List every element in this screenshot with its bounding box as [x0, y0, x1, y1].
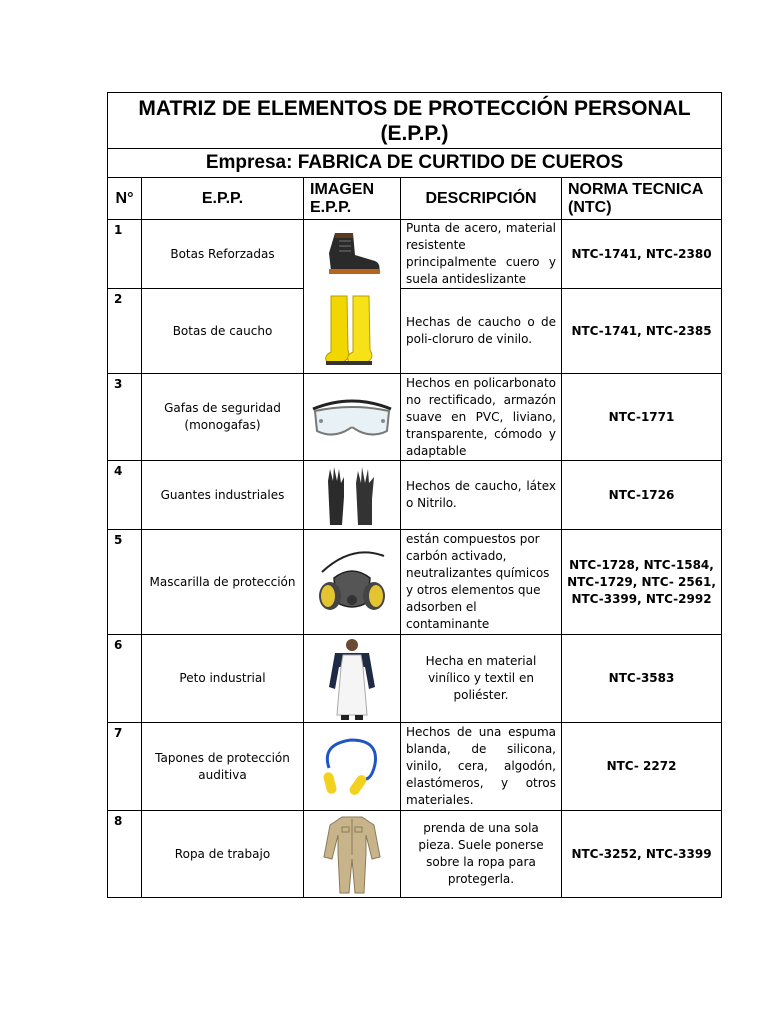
- epp-name: Mascarilla de protección: [142, 530, 304, 635]
- earplugs-icon: [317, 734, 387, 800]
- apron-icon: [327, 637, 377, 721]
- epp-name: Gafas de seguridad (monogafas): [142, 374, 304, 461]
- epp-ntc: NTC- 2272: [562, 723, 722, 811]
- epp-ntc: NTC-3252, NTC-3399: [562, 811, 722, 898]
- epp-matrix-sheet: [107, 92, 721, 898]
- row-number: 8: [108, 811, 142, 898]
- epp-image: [304, 723, 401, 811]
- header-norm: NORMA TECNICA (NTC): [562, 178, 722, 220]
- document-title: MATRIZ DE ELEMENTOS DE PROTECCIÓN PERSONAL (E.P.P.): [108, 93, 722, 149]
- row-number: 4: [108, 461, 142, 530]
- table-row: [108, 374, 722, 461]
- table-row: [108, 530, 722, 635]
- header-row: [108, 178, 722, 220]
- row-number: 2: [108, 289, 142, 374]
- epp-name: Peto industrial: [142, 635, 304, 723]
- table-row: [108, 461, 722, 530]
- rubber-boots-icon: [321, 292, 383, 370]
- table-row: [108, 811, 722, 898]
- epp-name: Tapones de protección auditiva: [142, 723, 304, 811]
- epp-matrix-table: [107, 92, 722, 898]
- header-description: DESCRIPCIÓN: [401, 178, 562, 220]
- epp-name: Guantes industriales: [142, 461, 304, 530]
- row-number: 1: [108, 220, 142, 289]
- epp-ntc: NTC-1726: [562, 461, 722, 530]
- epp-image: [304, 289, 401, 374]
- header-image: IMAGEN E.P.P.: [304, 178, 401, 220]
- epp-description: Hechos en policarbonato no rectificado, armazón suave en PVC, liviano, transparente, cómodo y adaptable: [401, 374, 562, 461]
- epp-image: [304, 530, 401, 635]
- epp-description: Hechos de caucho, látex o Nitrilo.: [401, 461, 562, 530]
- epp-description: Punta de acero, material resistente principalmente cuero y suela antideslizante: [401, 220, 562, 289]
- table-row: [108, 635, 722, 723]
- epp-name: Ropa de trabajo: [142, 811, 304, 898]
- table-row: [108, 220, 722, 289]
- title-row: [108, 93, 722, 149]
- epp-description: Hecha en material vinílico y textil en poliéster.: [401, 635, 562, 723]
- epp-ntc: NTC-3583: [562, 635, 722, 723]
- boot-icon: [321, 229, 383, 279]
- table-row: [108, 289, 722, 374]
- epp-description: Hechas de caucho o de poli-cloruro de vinilo.: [401, 289, 562, 374]
- table-row: [108, 723, 722, 811]
- epp-name: Botas de caucho: [142, 289, 304, 374]
- epp-ntc: NTC-1741, NTC-2380: [562, 220, 722, 289]
- company-name: Empresa: FABRICA DE CURTIDO DE CUEROS: [108, 149, 722, 178]
- epp-ntc: NTC-1741, NTC-2385: [562, 289, 722, 374]
- safety-goggles-icon: [309, 391, 395, 443]
- company-row: [108, 149, 722, 178]
- row-number: 5: [108, 530, 142, 635]
- row-number: 3: [108, 374, 142, 461]
- header-epp: E.P.P.: [142, 178, 304, 220]
- epp-image: [304, 220, 401, 289]
- header-num: N°: [108, 178, 142, 220]
- respirator-icon: [312, 542, 392, 622]
- epp-name: Botas Reforzadas: [142, 220, 304, 289]
- gloves-icon: [322, 463, 382, 527]
- epp-image: [304, 635, 401, 723]
- epp-image: [304, 811, 401, 898]
- row-number: 7: [108, 723, 142, 811]
- epp-description: Hechos de una espuma blanda, de silicona, vinilo, cera, algodón, elastómeros, y otros materiales.: [401, 723, 562, 811]
- epp-image: [304, 461, 401, 530]
- epp-ntc: NTC-1728, NTC-1584, NTC-1729, NTC- 2561, NTC-3399, NTC-2992: [562, 530, 722, 635]
- epp-image: [304, 374, 401, 461]
- epp-description: prenda de una sola pieza. Suele ponerse sobre la ropa para protegerla.: [401, 811, 562, 898]
- epp-ntc: NTC-1771: [562, 374, 722, 461]
- coverall-icon: [322, 813, 382, 895]
- epp-description: están compuestos por carbón activado, neutralizantes químicos y otros elementos que adsorben el contaminante: [401, 530, 562, 635]
- row-number: 6: [108, 635, 142, 723]
